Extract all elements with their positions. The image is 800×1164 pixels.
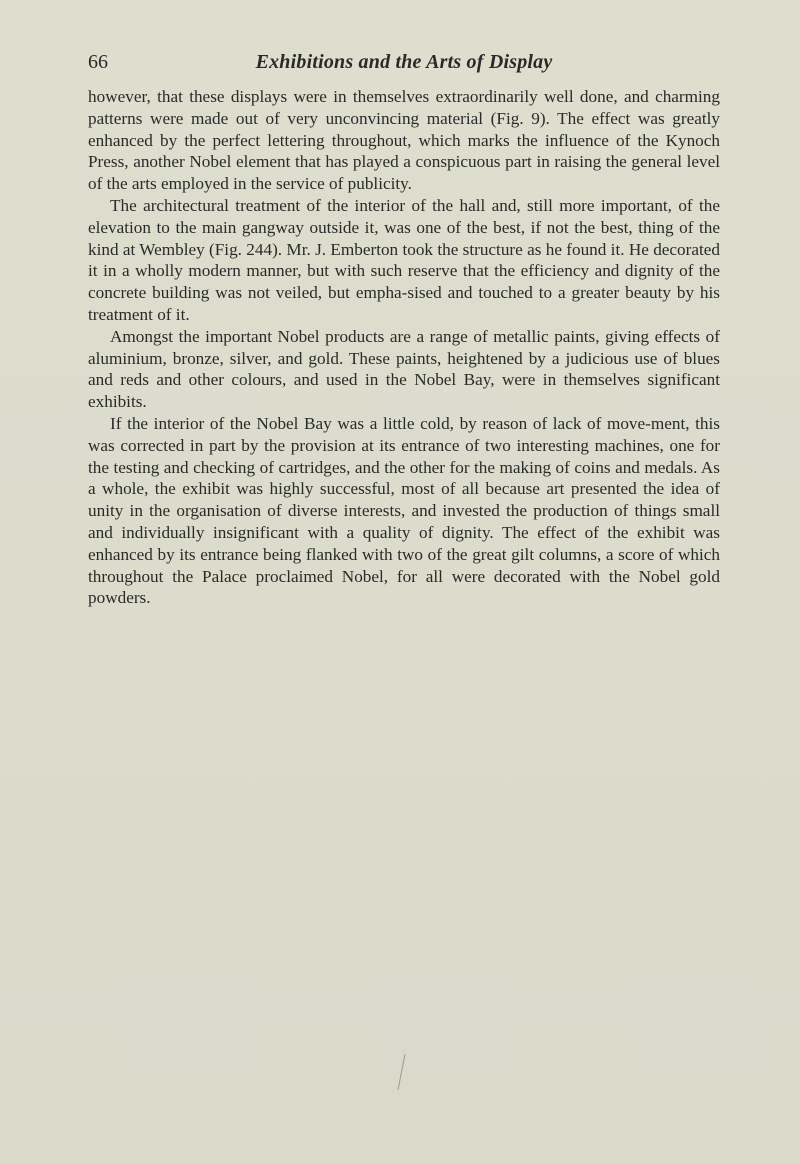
paragraph-2: The architectural treatment of the interior of the hall and, still more important, of the elevation to the main gangway outside it, was one of the best, if not the best, thing of the kind at Wembley (Fig. 244). Mr. J. Emberton took the structure as he found it. He decorated it in a wholly modern manner, but with such reserve that the efficiency and dignity of the concrete building was not veiled, but empha-sised and touched to a greater beauty by his treatment of it. — [88, 195, 720, 324]
paragraph-4: If the interior of the Nobel Bay was a little cold, by reason of lack of move-ment, this was corrected in part by the provision at its entrance of two interesting machines, one for the testing and checking of cartridges, and the other for the making of coins and medals. As a whole, the exhibit was highly successful, most of all because art presented the idea of unity in the organisation of diverse interests, and invested the production of things small and individually insignificant with a quality of dignity. The effect of the exhibit was enhanced by its entrance being flanked with two of the great gilt columns, a score of which throughout the Palace proclaimed Nobel, for all were decorated with the Nobel gold powders. — [88, 413, 720, 608]
page-number: 66 — [88, 51, 108, 73]
paragraph-3: Amongst the important Nobel products are a range of metallic paints, giving effects of aluminium, bronze, silver, and gold. These paints, heightened by a judicious use of blues and reds and other colours, and used in the Nobel Bay, were in themselves significant exhibits. — [88, 326, 720, 412]
paragraph-1: however, that these displays were in themselves extraordinarily well done, and charming patterns were made out of very unconvincing material (Fig. 9). The effect was greatly enhanced by the perfect lettering throughout, which marks the influence of the Kynoch Press, another Nobel element that has played a conspicuous part in raising the general level of the arts employed in the service of publicity. — [88, 87, 720, 194]
body-text — [88, 86, 720, 609]
stray-pencil-mark — [396, 1052, 406, 1092]
page-header — [88, 50, 720, 78]
running-title: Exhibitions and the Arts of Display — [255, 51, 553, 73]
